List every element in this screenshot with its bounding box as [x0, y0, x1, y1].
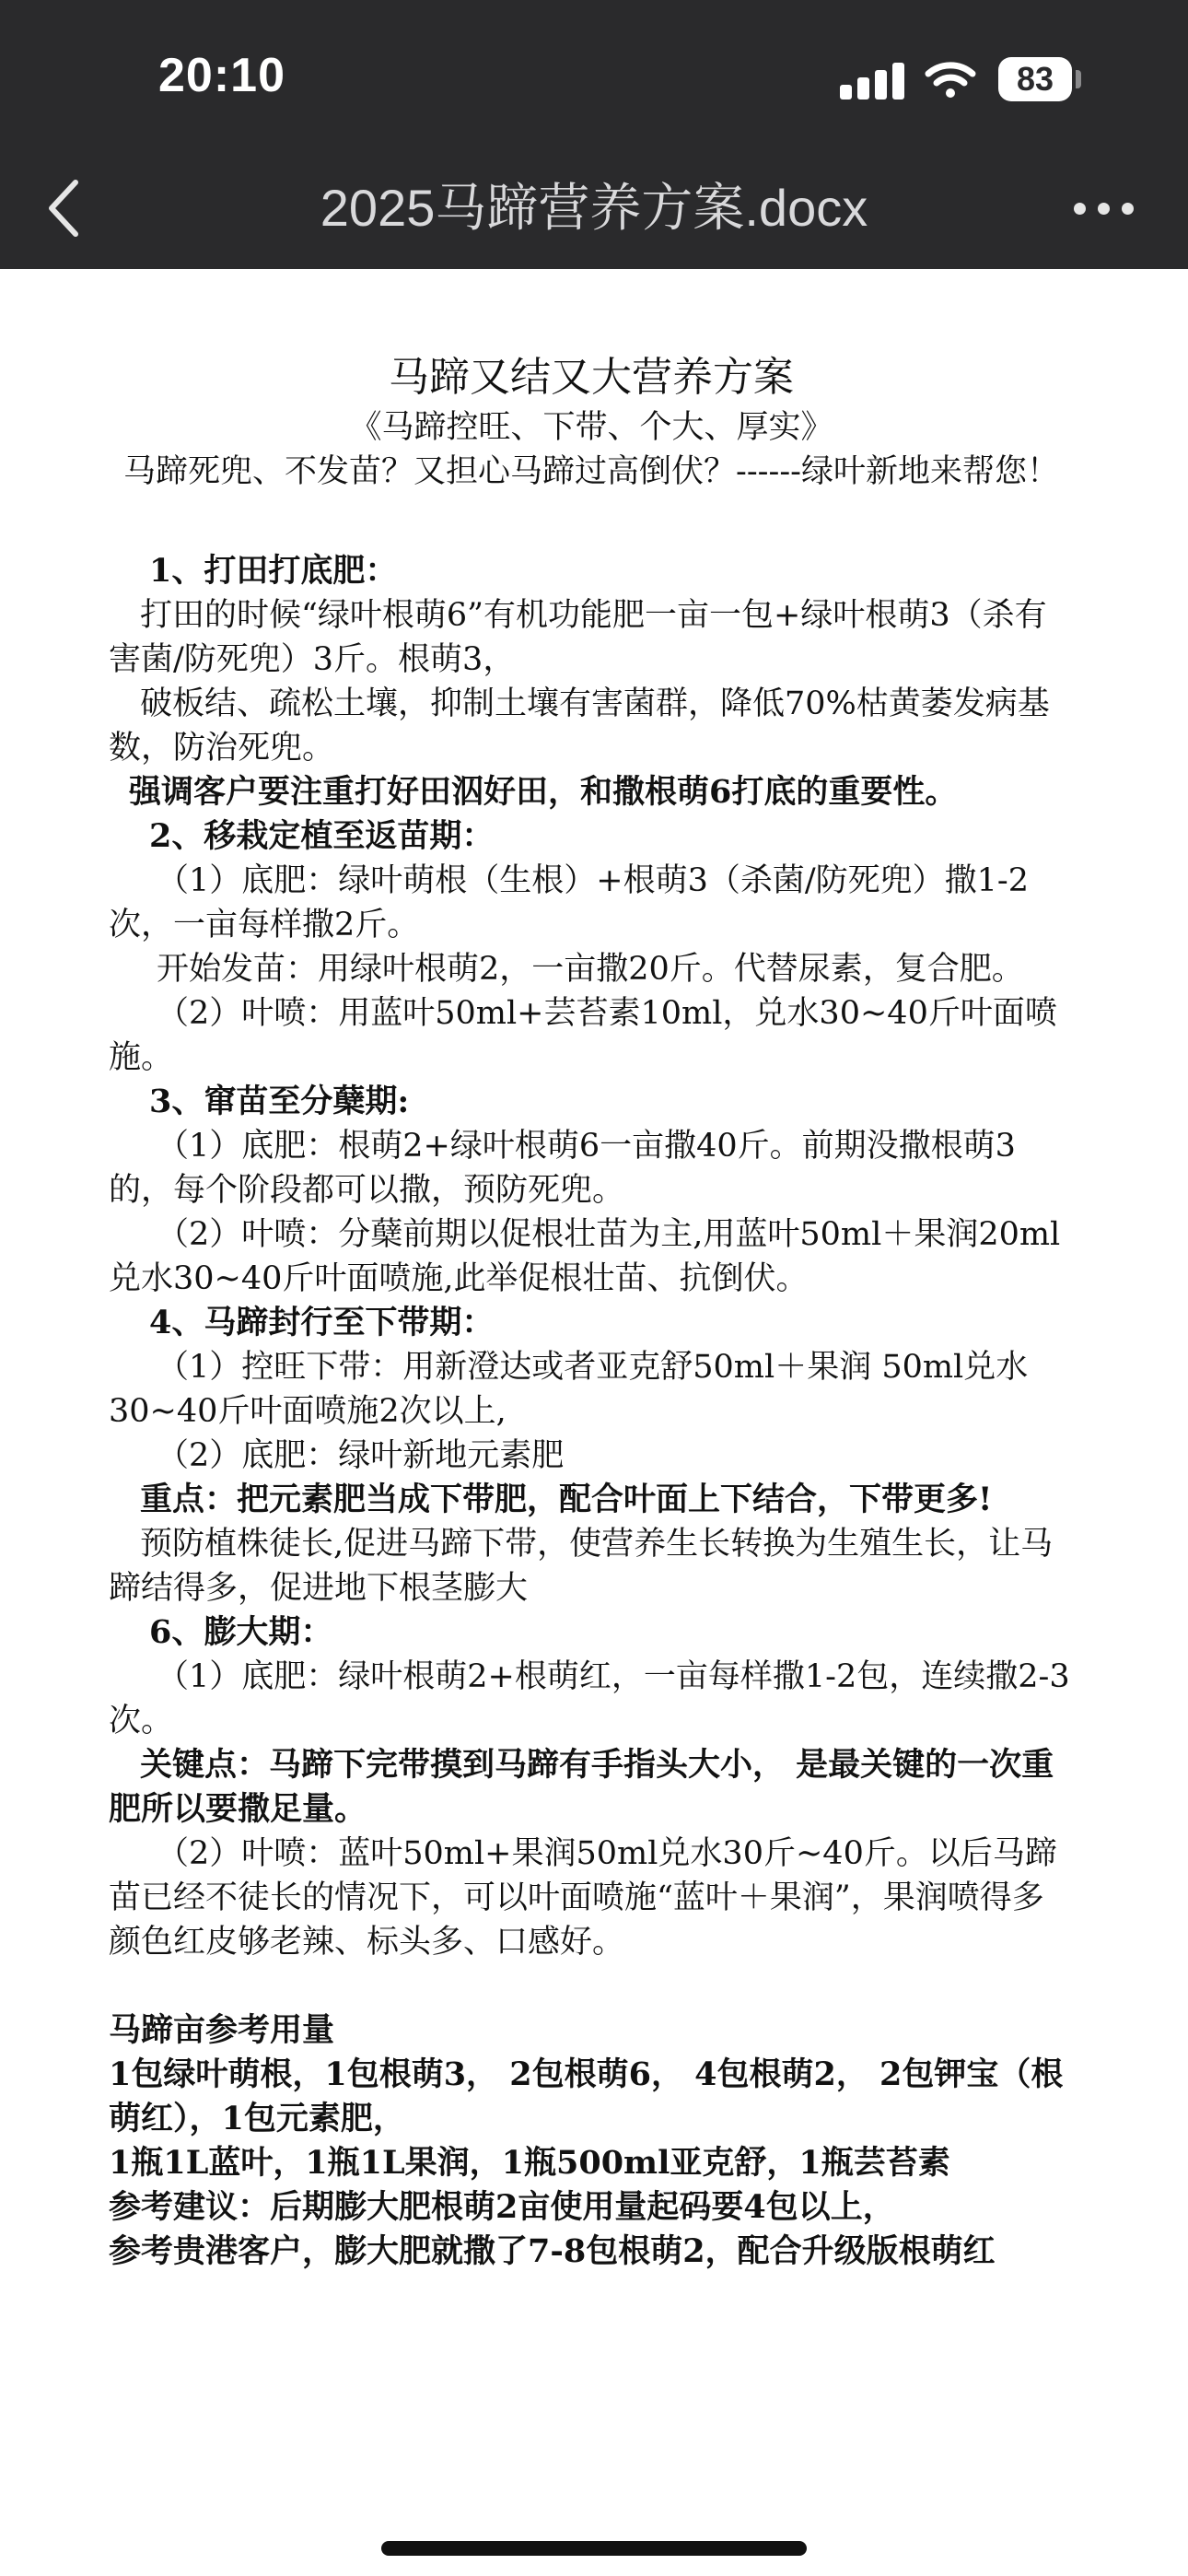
document-body [109, 350, 1074, 2274]
paragraph: （1）底肥：绿叶根萌2+根萌红，一亩每样撒1-2包，连续撒2-3次。 [109, 1658, 1070, 1739]
paragraph: （1）底肥：绿叶萌根（生根）+根萌3（杀菌/防死兜）撒1-2次，一亩每样撒2斤。 [109, 862, 1030, 943]
section-heading: 3、窜苗至分蘖期: [149, 1083, 410, 1120]
home-indicator[interactable] [381, 2541, 807, 2556]
reference-line: 参考贵港客户，膨大肥就撒了7-8包根萌2，配合升级版根萌红 [109, 2232, 996, 2270]
doc-title: 马蹄又结又大营养方案 [389, 354, 794, 401]
paragraph: （1）控旺下带：用新澄达或者亚克舒50ml＋果润 50ml兑水30~40斤叶面喷施2次以上, [109, 1349, 1029, 1430]
document-title: 2025马蹄营养方案.docx [320, 179, 868, 237]
paragraph: 开始发苗：用绿叶根萌2，一亩撒20斤。代替尿素，复合肥。 [157, 951, 1024, 988]
battery-icon: 83 [998, 57, 1072, 101]
reference-line: 1瓶1L蓝叶，1瓶1L果润，1瓶500ml亚克舒，1瓶芸苔素 [109, 2144, 950, 2182]
top-bar [0, 0, 1188, 269]
reference-line: 1包绿叶萌根，1包根萌3， 2包根萌6， 4包根萌2， 2包钾宝（根萌红），1包元素肥， [109, 2055, 1064, 2137]
battery-nub [1076, 70, 1081, 88]
emphasis-paragraph: 关键点：马蹄下完带摸到马蹄有手指头大小， 是最关键的一次重肥所以要撒足量。 [109, 1746, 1054, 1828]
paragraph: （2）底肥：绿叶新地元素肥 [157, 1437, 565, 1474]
section-heading: 6、膨大期： [149, 1613, 333, 1651]
emphasis-paragraph: 强调客户要注重打好田泅好田，和撒根萌6打底的重要性。 [129, 773, 958, 811]
section-heading: 4、马蹄封行至下带期： [149, 1304, 495, 1341]
paragraph: （2）叶喷：蓝叶50ml+果润50ml兑水30斤~40斤。以后马蹄苗已经不徒长的情况下，可以叶面喷施“蓝叶＋果润”，果润喷得多颜色红皮够老辣、标头多、口感好。 [109, 1835, 1057, 1961]
wifi-icon [925, 59, 976, 100]
section-heading: 2、移栽定植至返苗期： [149, 817, 495, 855]
section-heading: 1、打田打底肥： [149, 552, 398, 590]
paragraph: （1）底肥：根萌2+绿叶根萌6一亩撒40斤。前期没撒根萌3的，每个阶段都可以撒，预防死兜。 [109, 1128, 1016, 1209]
cellular-signal-icon [840, 61, 906, 100]
paragraph: 打田的时候“绿叶根萌6”有机功能肥一亩一包+绿叶根萌3（杀有害菌/防死兜）3斤。根萌3， [109, 597, 1047, 678]
paragraph: 预防植株徒长,促进马蹄下带，使营养生长转换为生殖生长，让马蹄结得多，促进地下根茎膨大 [109, 1526, 1054, 1607]
emphasis-paragraph: 重点：把元素肥当成下带肥，配合叶面上下结合，下带更多! [140, 1481, 993, 1518]
doc-tagline: 马蹄死兜、不发苗？又担心马蹄过高倒伏？------绿叶新地来帮您！ [123, 453, 1059, 490]
more-horizontal-icon[interactable] [1074, 197, 1135, 219]
status-time: 20:10 [158, 49, 285, 102]
paragraph: （2）叶喷：分蘖前期以促根壮苗为主,用蓝叶50ml＋果润20ml兑水30~40斤叶面喷施,此举促根壮苗、抗倒伏。 [109, 1216, 1061, 1297]
doc-subtitle: 《马蹄控旺、下带、个大、厚实》 [349, 409, 833, 446]
reference-heading: 马蹄亩参考用量 [109, 2011, 335, 2049]
chevron-left-icon[interactable] [41, 175, 88, 241]
reference-line: 参考建议：后期膨大肥根萌2亩使用量起码要4包以上， [109, 2188, 895, 2226]
paragraph: （2）叶喷：用蓝叶50ml+芸苔素10ml，兑水30~40斤叶面喷施。 [109, 995, 1057, 1076]
paragraph: 破板结、疏松土壤，抑制土壤有害菌群，降低70%枯黄萎发病基数，防治死兜。 [109, 685, 1050, 767]
